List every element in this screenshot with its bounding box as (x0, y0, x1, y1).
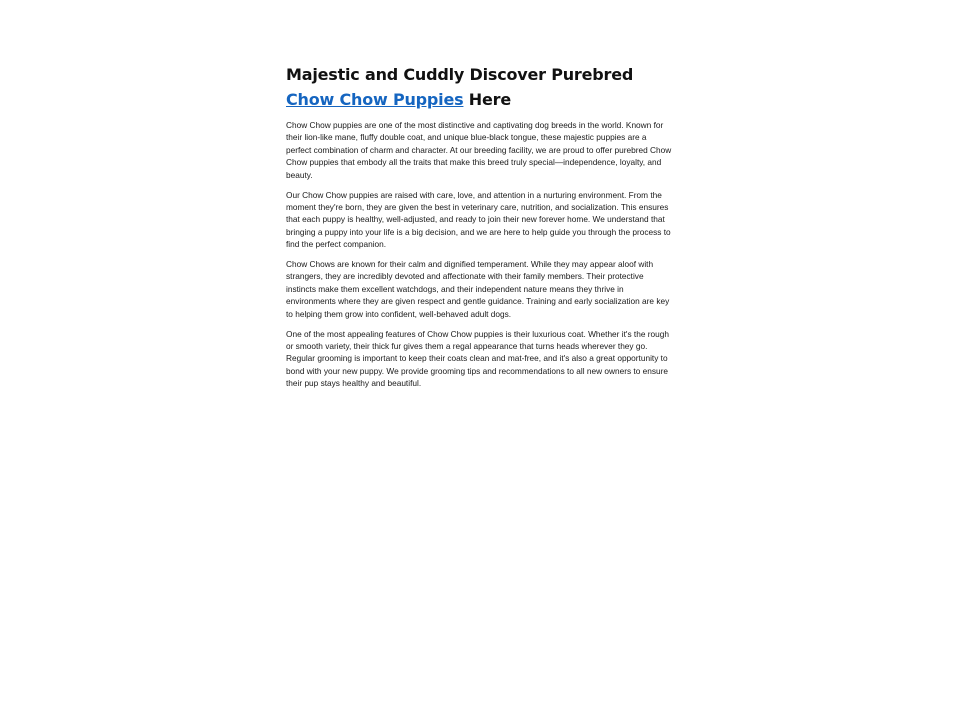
paragraph-temperament: Chow Chows are known for their calm and dignified temperament. While they may appear aloof with strangers, they are incredibly devoted and affectionate with their family members. Their protective instincts make them excellent watchdogs, and their independent nature means they thrive in environments where they are given respect and gentle guidance. Training and early socialization are key to helping them grow into confident, well-behaved adult dogs. (286, 259, 670, 319)
document-content (286, 62, 674, 397)
paragraph-care: Our Chow Chow puppies are raised with care, love, and attention in a nurturing environment. From the moment they're born, they are given the best in veterinary care, nutrition, and socialization. This ensures that each puppy is healthy, well-adjusted, and ready to join their new forever home. We understand that bringing a puppy into your life is a big decision, and we are here to help guide you through the process to find the perfect companion. (286, 189, 671, 250)
paragraph-coat: One of the most appealing features of Chow Chow puppies is their luxurious coat. Whether it's the rough or smooth variety, their thick fur gives them a regal appearance that turns heads wherever they go. Regular grooming is important to keep their coats clean and mat-free, and it's also a great opportunity to bond with your new puppy. We provide grooming tips and recommendations to all new owners to ensure their pup stays healthy and beautiful. (286, 328, 669, 389)
title-suffix: Here (463, 90, 511, 109)
paragraph-intro: Chow Chow puppies are one of the most distinctive and captivating dog breeds in the world. Known for their lion-like mane, fluffy double coat, and unique blue-black tongue, these majestic puppies are a perfect combination of charm and character. At our breeding facility, we are proud to offer purebred Chow Chow puppies that embody all the traits that make this breed truly special—independence, loyalty, and beauty. (286, 120, 672, 180)
document-page (228, 0, 732, 720)
page-title (286, 62, 674, 112)
title-prefix: Majestic and Cuddly Discover Purebred (286, 65, 634, 84)
title-link-chow-chow-puppies[interactable]: Chow Chow Puppies (286, 90, 464, 109)
